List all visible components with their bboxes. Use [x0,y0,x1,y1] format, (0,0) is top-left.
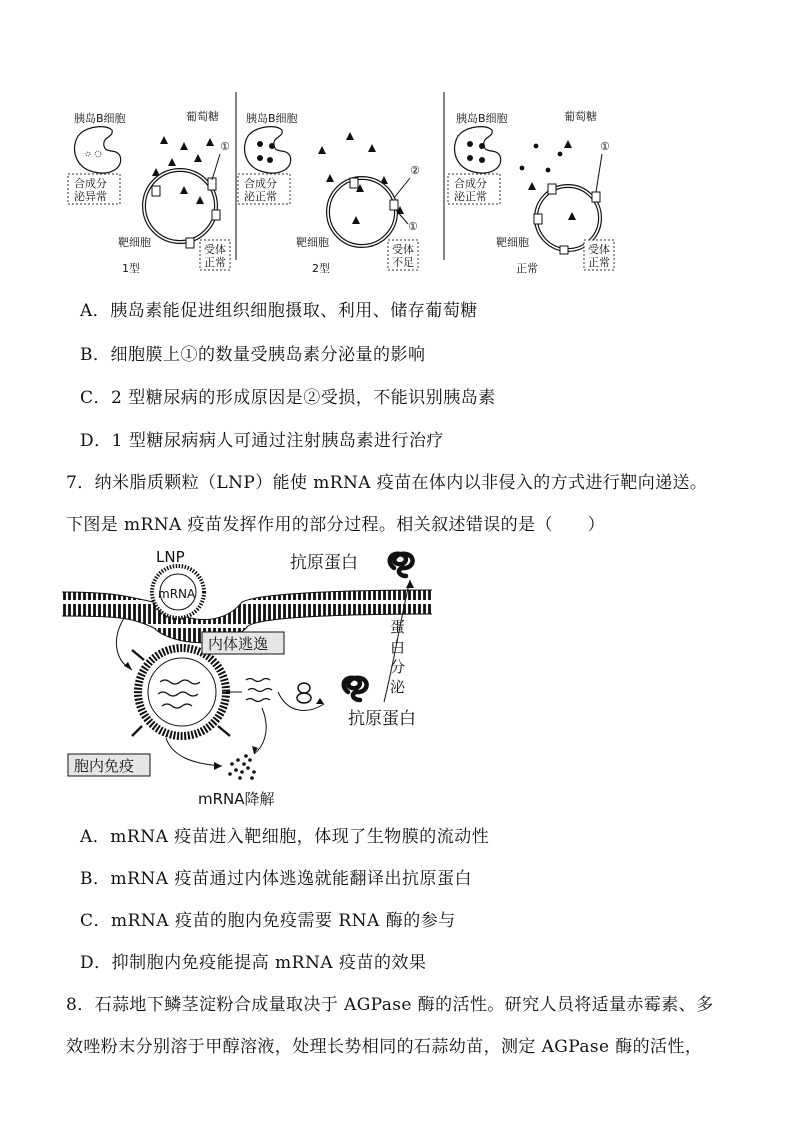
panel-normal [448,109,614,275]
svg-text:靶细胞: 靶细胞 [118,236,151,249]
diabetes-diagram [60,88,620,280]
svg-text:①: ① [408,220,418,233]
svg-text:靶细胞: 靶细胞 [296,236,329,249]
svg-text:②: ② [410,164,420,177]
secretion-char-3: 分 [390,658,406,676]
svg-text:不足: 不足 [392,256,414,269]
panel-type1 [68,109,230,275]
svg-text:泌正常: 泌正常 [454,190,487,203]
svg-text:受体: 受体 [392,243,414,256]
q6-option-d: D．1 型糖尿病病人可通过注射胰岛素进行治疗 [80,431,444,451]
lnp-figure [62,542,482,810]
q6-option-a: A．胰岛素能促进组织细胞摄取、利用、储存葡萄糖 [80,301,478,321]
innate-immunity-label: 胞内免疫 [74,757,135,775]
svg-text:合成分: 合成分 [454,177,487,190]
svg-text:正常: 正常 [204,256,226,269]
svg-text:①: ① [600,140,610,153]
q7-option-b: B．mRNA 疫苗通过内体逃逸就能翻译出抗原蛋白 [80,869,472,889]
svg-text:胰岛B细胞: 胰岛B细胞 [456,112,508,125]
svg-text:1型: 1型 [122,262,140,275]
antigen-protein-top: 抗原蛋白 [290,553,358,573]
svg-text:葡萄糖: 葡萄糖 [186,110,219,123]
q8-stem-line2: 效唑粉末分别溶于甲醇溶液，处理长势相同的石蒜幼苗，测定 AGPase 酶的活性， [66,1037,703,1057]
svg-text:受体: 受体 [204,243,226,256]
svg-text:泌异常: 泌异常 [74,190,107,203]
secretion-char-4: 泌 [390,678,406,696]
lnp-mrna-label: mRNA [158,587,196,601]
svg-text:合成分: 合成分 [244,177,277,190]
svg-text:①: ① [220,140,230,153]
q7-option-d: D．抑制胞内免疫能提高 mRNA 疫苗的效果 [80,953,427,973]
svg-text:2型: 2型 [312,262,330,275]
secretion-char-2: 白 [390,638,406,656]
q7-stem-line1: 7．纳米脂质颗粒（LNP）能使 mRNA 疫苗在体内以非侵入的方式进行靶向递送。 [66,473,708,493]
svg-text:正常: 正常 [516,262,538,275]
panel1-cell-label: 胰岛B细胞 [74,112,126,125]
q7-stem-line2: 下图是 mRNA 疫苗发挥作用的部分过程。相关叙述错误的是（ ） [66,515,606,535]
q7-option-c: C．mRNA 疫苗的胞内免疫需要 RNA 酶的参与 [80,911,456,931]
secretion-char-1: 蛋 [390,618,406,636]
svg-text:葡萄糖: 葡萄糖 [564,110,597,123]
svg-text:正常: 正常 [588,256,610,269]
q6-option-b: B．细胞膜上①的数量受胰岛素分泌量的影响 [80,345,426,365]
panel-type2 [238,111,420,275]
q7-option-a: A．mRNA 疫苗进入靶细胞，体现了生物膜的流动性 [80,827,490,847]
q6-option-c: C．2 型糖尿病的形成原因是②受损，不能识别胰岛素 [80,388,496,408]
svg-text:胰岛B细胞: 胰岛B细胞 [246,112,298,125]
mrna-degradation-label: mRNA降解 [198,790,275,808]
svg-text:受体: 受体 [588,243,610,256]
antigen-protein-mid: 抗原蛋白 [348,709,416,729]
q8-stem-line1: 8．石蒜地下鳞茎淀粉合成量取决于 AGPase 酶的活性。研究人员将适量赤霉素、多 [66,995,714,1015]
lnp-label: LNP [156,548,185,566]
svg-text:靶细胞: 靶细胞 [496,236,529,249]
svg-text:合成分: 合成分 [74,177,107,190]
svg-text:泌正常: 泌正常 [244,190,277,203]
endosome-escape-label: 内体逃逸 [208,635,269,653]
